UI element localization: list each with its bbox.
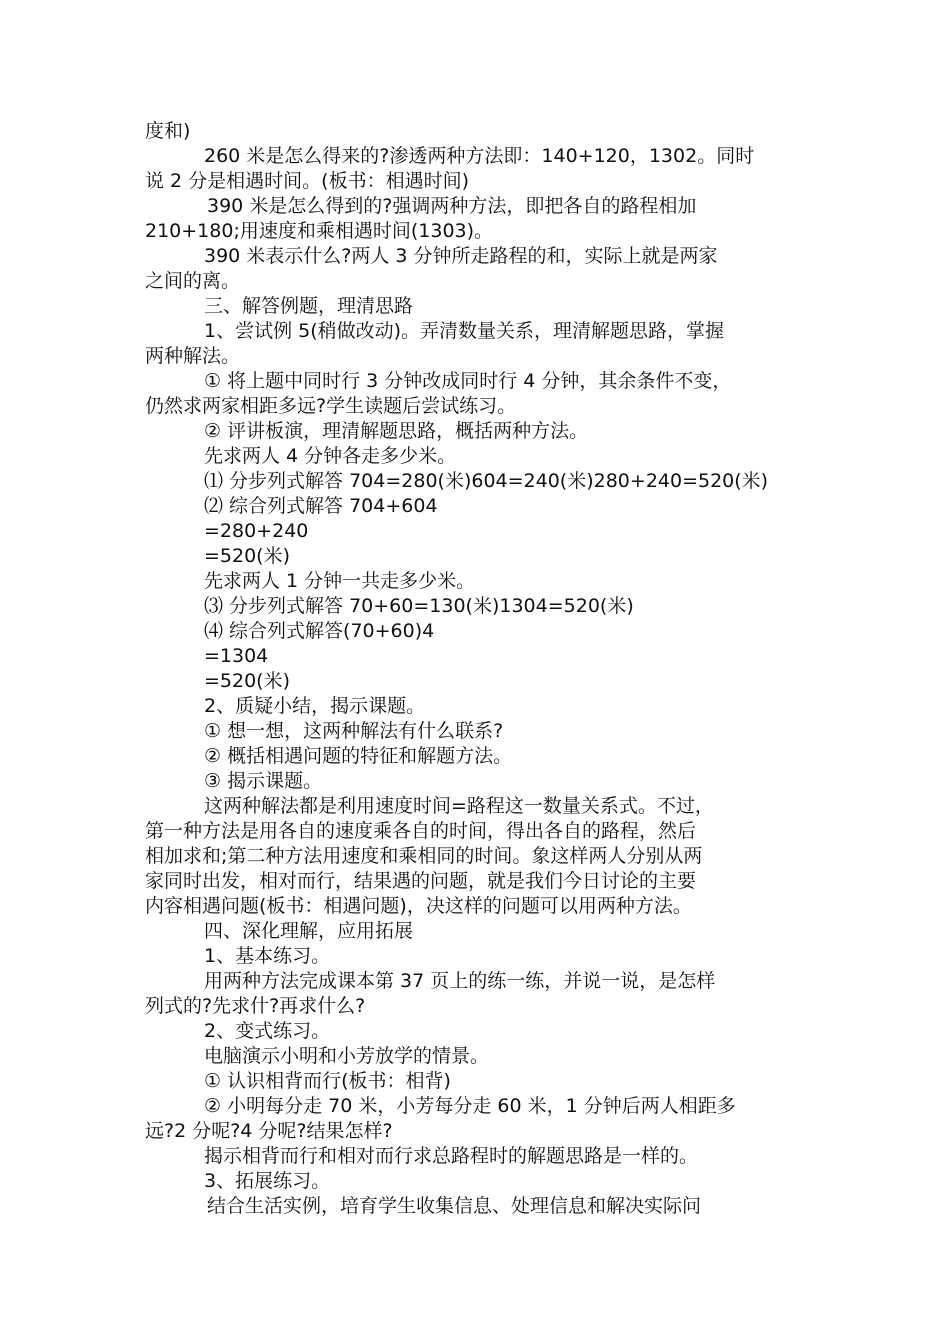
text-line: 第一种方法是用各自的速度乘各自的时间，得出各自的路程，然后 bbox=[145, 820, 697, 842]
section-heading: 三、解答例题，理清思路 bbox=[204, 295, 414, 317]
text-line: ⑷ 综合列式解答(70+60)4 bbox=[204, 620, 435, 642]
text-line: =1304 bbox=[204, 645, 269, 667]
text-line: 度和) bbox=[145, 120, 191, 142]
text-line: 260 米是怎么得来的?渗透两种方法即：140+120，1302。同时 bbox=[204, 145, 755, 167]
text-line: 先求两人 4 分钟各走多少米。 bbox=[204, 445, 457, 467]
text-line: ① 将上题中同时行 3 分钟改成同时行 4 分钟，其余条件不变， bbox=[204, 370, 732, 392]
text-line: 家同时出发，相对而行，结果遇的问题，就是我们今日讨论的主要 bbox=[145, 870, 697, 892]
text-line: 1、尝试例 5(稍做改动)。弄清数量关系，理清解题思路，掌握 bbox=[204, 320, 725, 342]
text-line: ② 评讲板演，理清解题思路，概括两种方法。 bbox=[204, 420, 589, 442]
text-line: 2、变式练习。 bbox=[204, 1020, 331, 1042]
text-line: ⑵ 综合列式解答 704+604 bbox=[204, 495, 438, 517]
text-line: 2、质疑小结，揭示课题。 bbox=[204, 695, 426, 717]
text-line: ③ 揭示课题。 bbox=[204, 770, 323, 792]
text-line: ⑶ 分步列式解答 70+60=130(米)1304=520(米) bbox=[204, 595, 634, 617]
text-line: =520(米) bbox=[204, 670, 291, 692]
text-line: 1、基本练习。 bbox=[204, 945, 331, 967]
text-line: =520(米) bbox=[204, 545, 291, 567]
section-heading: 四、深化理解，应用拓展 bbox=[204, 920, 414, 942]
text-line: 210+180;用速度和乘相遇时间(1303)。 bbox=[145, 220, 494, 242]
text-line: ① 认识相背而行(板书：相背) bbox=[204, 1070, 451, 1092]
text-line: 结合生活实例，培育学生收集信息、处理信息和解决实际问 bbox=[207, 1195, 702, 1217]
text-line: ⑴ 分步列式解答 704=280(米)604=240(米)280+240=520(米) bbox=[204, 470, 769, 492]
text-line: 列式的?先求什?再求什么? bbox=[145, 995, 366, 1017]
text-line: 3、拓展练习。 bbox=[204, 1170, 331, 1192]
document-body bbox=[145, 119, 815, 1219]
text-line: 揭示相背而行和相对而行求总路程时的解题思路是一样的。 bbox=[204, 1145, 699, 1167]
text-line: 内容相遇问题(板书：相遇问题)，决这样的问题可以用两种方法。 bbox=[145, 895, 692, 917]
text-line: ② 概括相遇问题的特征和解题方法。 bbox=[204, 745, 513, 767]
text-line: 电脑演示小明和小芳放学的情景。 bbox=[204, 1045, 490, 1067]
text-line: 390 米表示什么?两人 3 分钟所走路程的和，实际上就是两家 bbox=[204, 245, 718, 267]
text-line: 说 2 分是相遇时间。(板书：相遇时间) bbox=[145, 170, 469, 192]
text-line: ① 想一想，这两种解法有什么联系? bbox=[204, 720, 504, 742]
text-line: 这两种解法都是利用速度时间=路程这一数量关系式。不过， bbox=[204, 795, 714, 817]
text-line: 仍然求两家相距多远?学生读题后尝试练习。 bbox=[145, 395, 517, 417]
text-line: 两种解法。 bbox=[145, 345, 241, 367]
text-line: ② 小明每分走 70 米，小芳每分走 60 米，1 分钟后两人相距多 bbox=[204, 1095, 736, 1117]
text-line: 用两种方法完成课本第 37 页上的练一练，并说一说，是怎样 bbox=[204, 970, 716, 992]
text-line: =280+240 bbox=[204, 520, 309, 542]
text-line: 390 米是怎么得到的?强调两种方法，即把各自的路程相加 bbox=[207, 195, 697, 217]
text-line: 之间的离。 bbox=[145, 270, 241, 292]
text-line: 相加求和;第二种方法用速度和乘相同的时间。象这样两人分别从两 bbox=[145, 845, 703, 867]
text-line: 远?2 分呢?4 分呢?结果怎样? bbox=[145, 1120, 393, 1142]
text-line: 先求两人 1 分钟一共走多少米。 bbox=[204, 570, 476, 592]
